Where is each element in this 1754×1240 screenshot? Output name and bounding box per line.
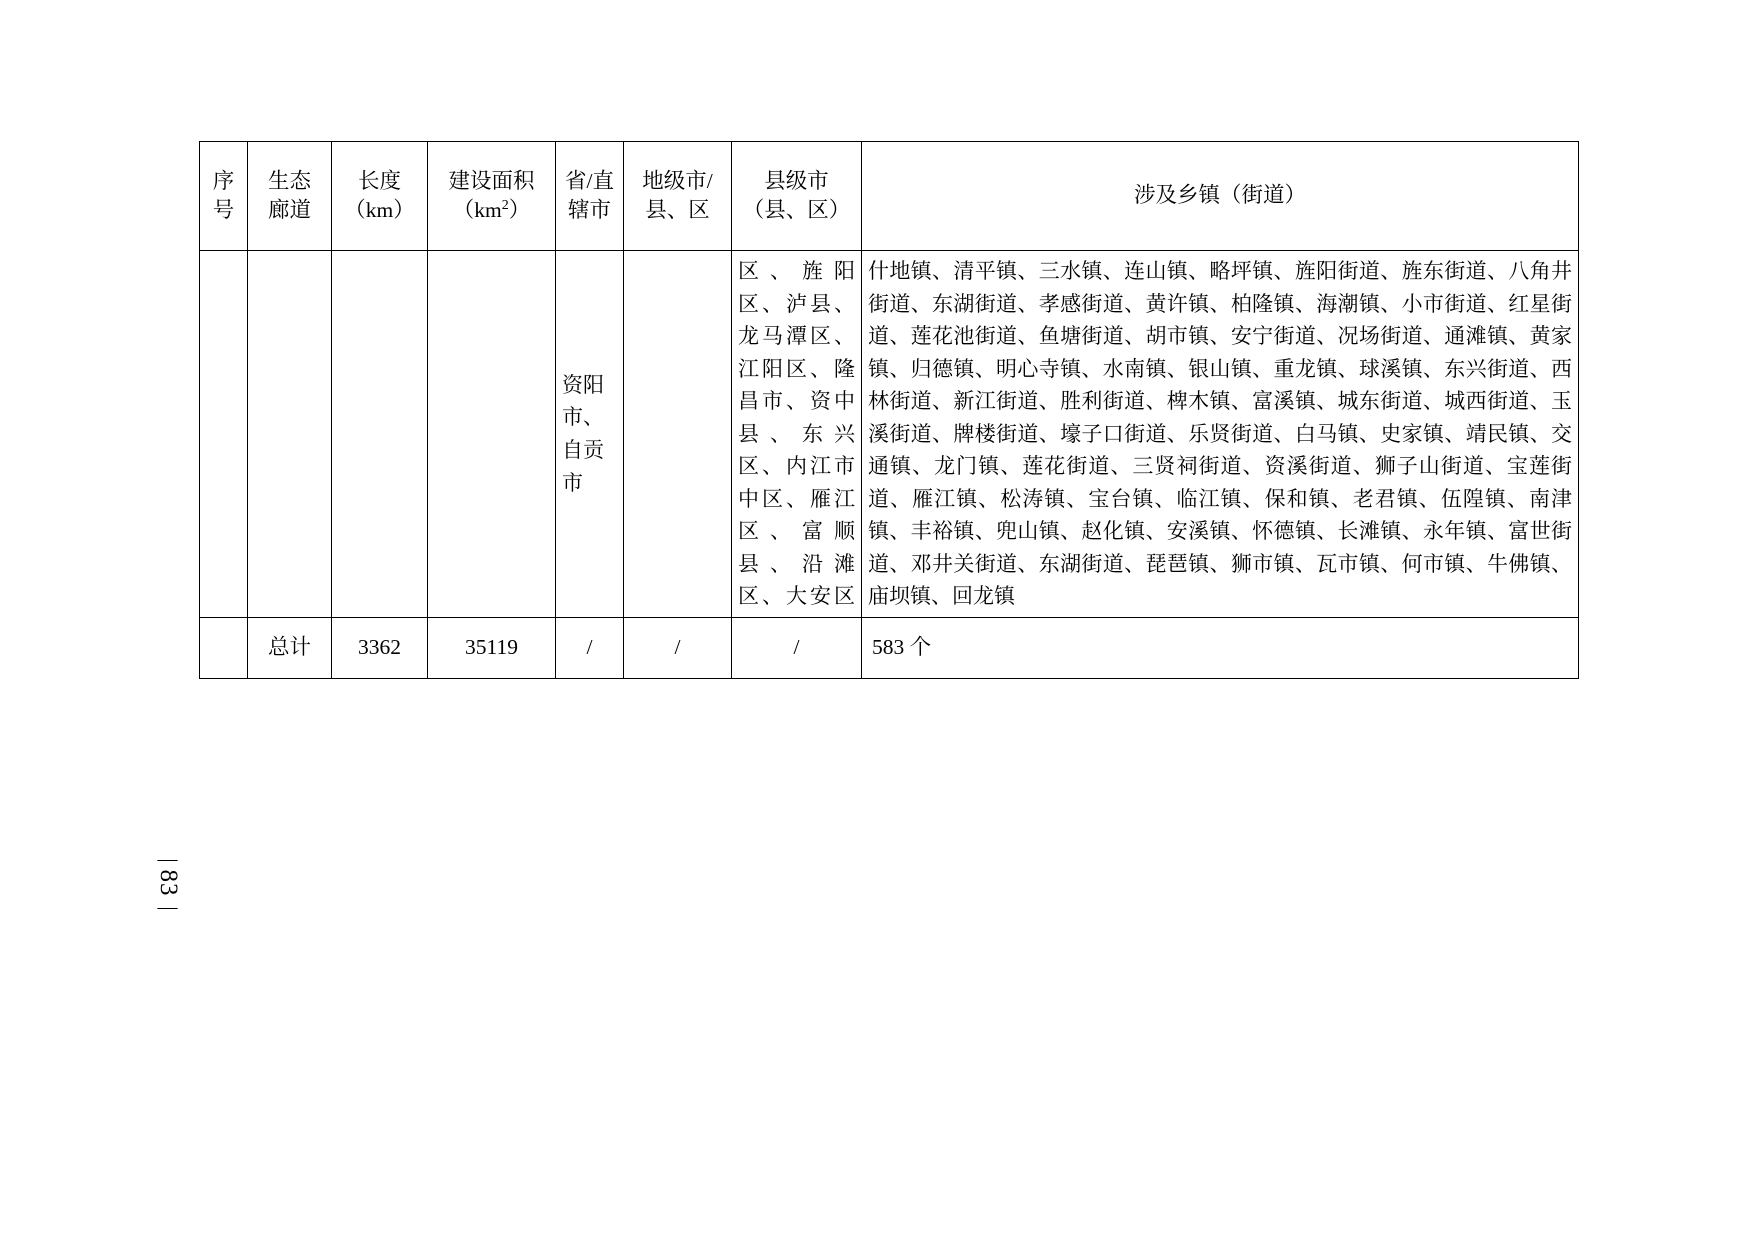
page-number-dash-top: — bbox=[157, 848, 179, 870]
page-number-dash-bottom: — bbox=[157, 896, 179, 918]
table-header-row bbox=[200, 142, 1579, 251]
header-province-line-2: 辖市 bbox=[567, 198, 611, 222]
header-cell-corridor bbox=[248, 142, 332, 251]
header-cell-city bbox=[624, 142, 732, 251]
header-province-line-1: 省/直 bbox=[565, 168, 614, 193]
total-cell-county: / bbox=[732, 618, 862, 679]
cell-county: 区、旌阳区、泸县、龙马潭区、江阳区、隆昌市、资中县、东兴区、内江市中区、雁江区、富顺县、沿滩区、大安区 bbox=[732, 251, 862, 618]
page-number-value: 83 bbox=[155, 869, 182, 897]
header-cell-area bbox=[428, 142, 556, 251]
cell-length bbox=[332, 251, 428, 618]
total-cell-area: 35119 bbox=[428, 618, 556, 679]
cell-province: 资阳市、自贡市 bbox=[556, 251, 624, 618]
eco-corridor-table bbox=[199, 141, 1579, 679]
header-towns-line-1: 涉及乡镇（街道） bbox=[1133, 183, 1306, 208]
header-length-line-2: （km） bbox=[344, 198, 415, 222]
header-cell-province bbox=[556, 142, 624, 251]
header-seq-line-2: 号 bbox=[212, 198, 235, 222]
header-cell-towns bbox=[862, 142, 1579, 251]
header-cell-seq bbox=[200, 142, 248, 251]
total-cell-label: 总计 bbox=[248, 618, 332, 679]
header-corridor-line-2: 廊道 bbox=[267, 198, 311, 222]
cell-seq bbox=[200, 251, 248, 618]
header-city-line-1: 地级市/ bbox=[642, 168, 713, 193]
header-seq-line-1: 序 bbox=[212, 168, 235, 193]
total-cell-length: 3362 bbox=[332, 618, 428, 679]
total-cell-towns: 583 个 bbox=[862, 618, 1579, 679]
header-county-line-2: （县、区） bbox=[742, 198, 851, 222]
header-cell-county bbox=[732, 142, 862, 251]
total-cell-city: / bbox=[624, 618, 732, 679]
header-city-line-2: 县、区 bbox=[645, 198, 710, 222]
total-cell-province: / bbox=[556, 618, 624, 679]
page-number bbox=[148, 850, 188, 916]
cell-towns: 什地镇、清平镇、三水镇、连山镇、略坪镇、旌阳街道、旌东街道、八角井街道、东湖街道、孝感街道、黄许镇、柏隆镇、海潮镇、小市街道、红星街道、莲花池街道、鱼塘街道、胡市镇、安宁街道、况场街道、通滩镇、黄家镇、归德镇、明心寺镇、水南镇、银山镇、重龙镇、球溪镇、东兴街道、西林街道、新江街道、胜利街道、椑木镇、富溪镇、城东街道、城西街道、玉溪街道、牌楼街道、壕子口街道、乐贤街道、白马镇、史家镇、靖民镇、交通镇、龙门镇、莲花街道、三贤祠街道、资溪街道、狮子山街道、宝莲街道、雁江镇、松涛镇、宝台镇、临江镇、保和镇、老君镇、伍隍镇、南津镇、丰裕镇、兜山镇、赵化镇、安溪镇、怀德镇、长滩镇、永年镇、富世街道、邓井关街道、东湖街道、琵琶镇、狮市镇、瓦市镇、何市镇、牛佛镇、庙坝镇、回龙镇 bbox=[862, 251, 1579, 618]
table-total-row bbox=[200, 618, 1579, 679]
header-corridor-line-1: 生态 bbox=[267, 168, 311, 193]
header-area-line-2: $(km^2)$ bbox=[452, 197, 531, 222]
cell-corridor bbox=[248, 251, 332, 618]
header-length-line-1: 长度 bbox=[357, 168, 401, 193]
cell-city bbox=[624, 251, 732, 618]
cell-area bbox=[428, 251, 556, 618]
header-cell-length bbox=[332, 142, 428, 251]
header-area-line-1: 建设面积 bbox=[448, 168, 535, 193]
table-row bbox=[200, 251, 1579, 618]
header-county-line-1: 县级市 bbox=[764, 168, 829, 193]
total-cell-seq bbox=[200, 618, 248, 679]
